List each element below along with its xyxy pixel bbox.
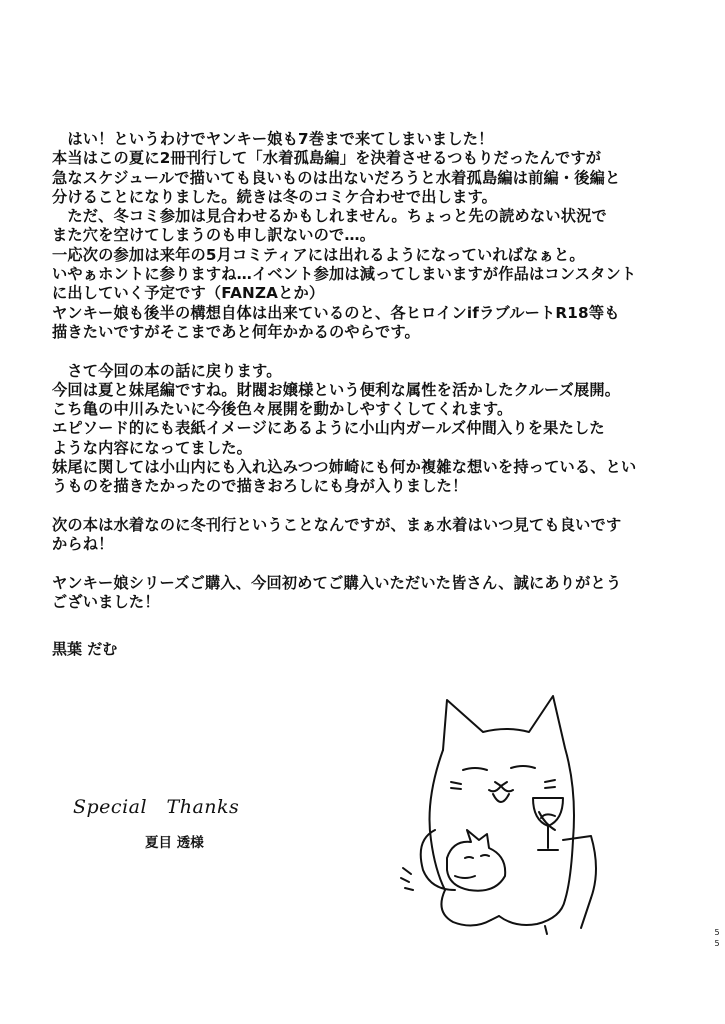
page-number-digit: 5 [714,939,720,948]
afterword-line: 次の本は水着なのに冬刊行ということなんですが、まぁ水着はいつ見ても良いです [52,515,622,534]
afterword-line: エピソード的にも表紙イメージにあるように小山内ガールズ仲間入りを果たした [52,419,605,438]
afterword-line: に出していく予定です（FANZAとか） [52,284,325,303]
afterword-line: こち亀の中川みたいに今後色々展開を動かしやすくしてくれます。 [52,400,513,419]
afterword-line: 一応次の参加は来年の5月コミティアには出れるようになっていればなぁと。 [52,245,585,264]
afterword-line: ございました！ [52,593,160,612]
page-number-digit: 5 [714,928,720,937]
afterword-line: いやぁホントに参りますね…イベント参加は減ってしまいますが作品はコンスタント [52,265,637,284]
special-thanks-heading: Special Thanks [73,796,240,818]
cat-with-kitten-and-wine-glass-icon [395,690,620,940]
afterword-line: 妹尾に関しては小山内にも入れ込みつつ姉崎にも何か複雑な想いを持っている、とい [52,458,637,477]
afterword-line: 急なスケジュールで描いても良いものは出ないだろうと水着孤島編は前編・後編と [52,168,621,187]
afterword-line: 今回は夏と妹尾編ですね。財閥お嬢様という便利な属性を活かしたクルーズ展開。 [52,380,621,399]
afterword-line: 本当はこの夏に2冊刊行して「水着孤島編」を決着させるつもりだったんですが [52,149,602,168]
special-thanks-name: 夏目 透様 [145,835,204,851]
paragraph-gap [52,342,652,361]
afterword-line: からね！ [52,535,114,554]
afterword-line: ような内容になってました。 [52,438,253,457]
afterword-line: また穴を空けてしまうのも申し訳ないので…。 [52,226,376,245]
afterword-line: ヤンキー娘も後半の構想自体は出来ているのと、各ヒロインifラブルートR18等も [52,303,620,322]
paragraph-gap [52,497,652,516]
afterword-line: さて今回の本の話に戻ります。 [52,361,282,380]
afterword-line: 描きたいですがそこまであと何年かかるのやらです。 [52,322,420,341]
afterword-line: 分けることになりました。続きは冬のコミケ合わせで出します。 [52,187,498,206]
afterword-line: ヤンキー娘シリーズご購入、今回初めてご購入いただいた皆さん、誠にありがとう [52,573,622,592]
afterword-line: うものを描きたかったので描きおろしにも身が入りました！ [52,477,468,496]
author-signature: 黒葉 だむ [52,640,118,658]
afterword-line: はい！というわけでヤンキー娘も7巻まで来てしまいました！ [52,130,494,148]
afterword-text [52,130,652,612]
afterword-line: ただ、冬コミ参加は見合わせるかもしれません。ちょっと先の読めない状況で [52,207,607,226]
paragraph-gap [52,555,652,574]
page-number [712,927,722,949]
